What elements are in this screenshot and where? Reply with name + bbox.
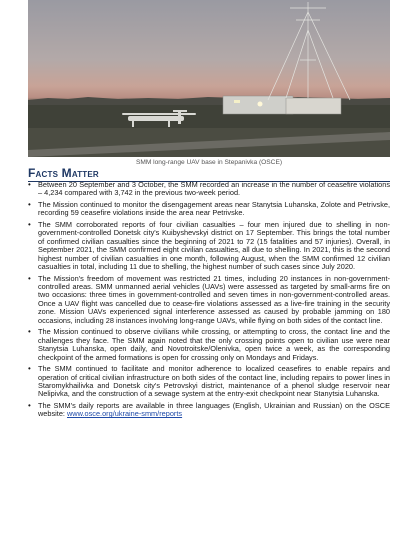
photo-scene: [28, 0, 390, 157]
list-item: • The SMM continued to facilitate and monitor adherence to localized ceasefires to enable repairs and operation of critical civilian infrastructure on both sides of the contact line, including repairs to power lines in Staromykhailivka and Donetsk city's Petrovskyi district, maintenance of a phenol sludge reservoir near Nelipivka, and the construction of a sewage system at the entry-exit checkpoint near Stanytsia Luhanska.: [28, 365, 390, 399]
facts-list: [28, 181, 390, 422]
reports-text: The SMM's daily reports are available in three languages (English, Ukrainian and Russian) on the OSCE website:: [38, 400, 390, 419]
section-heading: Facts Matter: [28, 166, 99, 180]
list-item: • Between 20 September and 3 October, the SMM recorded an increase in the number of ceasefire violations – 4,234 compared with 3,742 in the previous two-week period.: [28, 181, 390, 198]
uav-base-photo: [28, 0, 390, 157]
list-item: • The Mission's freedom of movement was restricted 21 times, including 20 instances in non-government-controlled areas. SMM unmanned aerial vehicles (UAVs) were assessed as targeted by small-arms fire on two occasions: three times in government-controlled and seven times in non-government-controlled areas. Once a UAV flight was cancelled due to cease-fire violations assessed as a live-fire training in the security zone. Mission UAVs experienced signal interference assessed as caused by probable jamming on 180 occasions, including 28 instances involving long-range UAVs, while flying on both sides of the contact line.: [28, 275, 390, 326]
photo-caption: SMM long-range UAV base in Stepanivka (OSCE): [135, 159, 283, 166]
reports-link[interactable]: www.osce.org/ukraine-smm/reports: [66, 409, 183, 419]
list-item: • The SMM corroborated reports of four civilian casualties – four men injured due to shelling in non-government-controlled Donetsk city's Kuibyshevskyi district on 17 September. This brings the total number of confirmed civilian casualties since the beginning of 2021 to 72 (15 fatalities and 57 injuries). Overall, in September 2021, the SMM confirmed eight civilian casualties, all due to shelling. In 2021, this is the second highest number of civilian casualties in one month, following August, when the SMM confirmed 12 civilian casualties in total, including 11 due to shelling, the highest number of such cases since July 2020.: [28, 221, 390, 272]
list-item: [28, 402, 390, 419]
list-item: • The Mission continued to observe civilians while crossing, or attempting to cross, the contact line and the challenges they face. The SMM again noted that the only crossing points open to civilian use were near Stanytsia Luhanska, open daily, and Novotroitske/Olenivka, open twice a week, as the corresponding checkpoint of the armed formations is open for crossing only on Mondays and Fridays.: [28, 328, 390, 362]
list-item: • The Mission continued to monitor the disengagement areas near Stanytsia Luhanska, Zolote and Petrivske, recording 59 ceasefire violations inside the area near Petrivske.: [28, 201, 390, 218]
